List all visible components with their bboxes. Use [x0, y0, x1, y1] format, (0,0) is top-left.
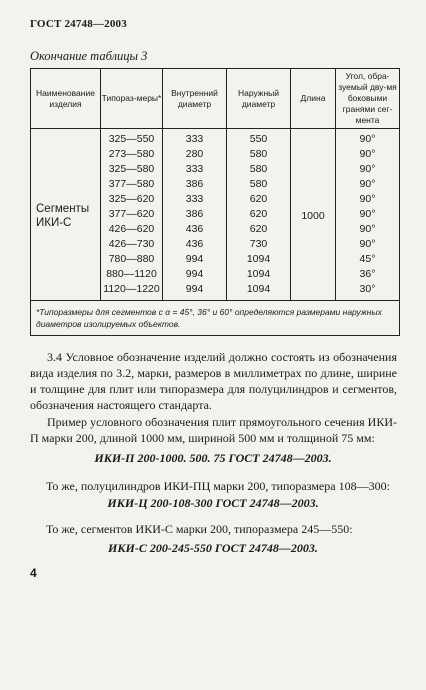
angle-cell: 90°: [336, 177, 400, 192]
product-name-cell: Сегменты ИКИ-С: [31, 129, 101, 301]
angle-cell: 45°: [336, 252, 400, 267]
header-size: Типораз-меры*: [101, 69, 163, 129]
header-inner-diameter: Внутренний диаметр: [163, 69, 227, 129]
outer-diameter-cell: 580: [227, 177, 291, 192]
angle-cell: 90°: [336, 129, 400, 148]
example-designation-2: ИКИ-Ц 200-108-300 ГОСТ 24748—2003.: [107, 496, 319, 510]
table-body: [31, 129, 400, 301]
line-half-cylinders: То же, полуцилиндров ИКИ-ПЦ марки 200, типоразмера 108—300:: [46, 479, 390, 493]
size-cell: 780—880: [101, 252, 163, 267]
header-angle: Угол, обра-зуемый дву-мя боковыми гранями сег-мента: [336, 69, 400, 129]
size-cell: 377—620: [101, 207, 163, 222]
table-row: [31, 129, 400, 148]
outer-diameter-cell: 550: [227, 129, 291, 148]
size-cell: 325—550: [101, 129, 163, 148]
paragraph-example: Пример условного обозначения плит прямоугольного сечения ИКИ-П марки 200, длиной 1000 мм, шириной 500 мм и толщиной 75 мм:: [30, 415, 397, 445]
outer-diameter-cell: 620: [227, 222, 291, 237]
inner-diameter-cell: 436: [163, 222, 227, 237]
size-cell: 377—580: [101, 177, 163, 192]
inner-diameter-cell: 333: [163, 129, 227, 148]
table-header-row: [31, 69, 400, 129]
size-cell: 325—620: [101, 192, 163, 207]
angle-cell: 90°: [336, 222, 400, 237]
paragraph-3-4: 3.4 Условное обозначение изделий должно состоять из обозначения вида изделия по 3.2, марки, размеров в миллиметрах по длине, ширине и толщине для плит или типоразмера для полуцилиндров и сегментов, обозначения настоящего стандарта.: [30, 350, 397, 412]
angle-cell: 90°: [336, 162, 400, 177]
header-outer-diameter: Наружный диаметр: [227, 69, 291, 129]
size-cell: 325—580: [101, 162, 163, 177]
inner-diameter-cell: 386: [163, 207, 227, 222]
inner-diameter-cell: 333: [163, 192, 227, 207]
angle-cell: 90°: [336, 237, 400, 252]
angle-cell: 36°: [336, 267, 400, 282]
outer-diameter-cell: 1094: [227, 282, 291, 301]
size-cell: 426—730: [101, 237, 163, 252]
angle-cell: 30°: [336, 282, 400, 301]
inner-diameter-cell: 994: [163, 252, 227, 267]
table-footnote: *Типоразмеры для сегментов с α = 45°, 36° и 60° определяются размерами наружных диаметров изолируемых объектов.: [31, 301, 400, 336]
footnote-row: [31, 301, 400, 336]
size-cell: 426—620: [101, 222, 163, 237]
inner-diameter-cell: 994: [163, 267, 227, 282]
table-caption: Окончание таблицы 3: [30, 49, 148, 63]
outer-diameter-cell: 1094: [227, 252, 291, 267]
inner-diameter-cell: 386: [163, 177, 227, 192]
inner-diameter-cell: 280: [163, 147, 227, 162]
page-number: 4: [30, 566, 37, 580]
segments-table: [30, 68, 400, 336]
header-name: Наименование изделия: [31, 69, 101, 129]
size-cell: 880—1120: [101, 267, 163, 282]
header-length: Длина: [291, 69, 336, 129]
length-cell: 1000: [291, 129, 336, 301]
outer-diameter-cell: 730: [227, 237, 291, 252]
inner-diameter-cell: 436: [163, 237, 227, 252]
document-header: ГОСТ 24748—2003: [30, 18, 127, 30]
size-cell: 1120—1220: [101, 282, 163, 301]
inner-diameter-cell: 333: [163, 162, 227, 177]
example-designation-3: ИКИ-С 200-245-550 ГОСТ 24748—2003.: [108, 541, 318, 555]
outer-diameter-cell: 620: [227, 192, 291, 207]
outer-diameter-cell: 620: [227, 207, 291, 222]
angle-cell: 90°: [336, 147, 400, 162]
outer-diameter-cell: 580: [227, 147, 291, 162]
inner-diameter-cell: 994: [163, 282, 227, 301]
outer-diameter-cell: 1094: [227, 267, 291, 282]
angle-cell: 90°: [336, 207, 400, 222]
angle-cell: 90°: [336, 192, 400, 207]
line-segments: То же, сегментов ИКИ-С марки 200, типоразмера 245—550:: [46, 522, 353, 536]
size-cell: 273—580: [101, 147, 163, 162]
example-designation-1: ИКИ-П 200-1000. 500. 75 ГОСТ 24748—2003.: [94, 451, 332, 465]
outer-diameter-cell: 580: [227, 162, 291, 177]
